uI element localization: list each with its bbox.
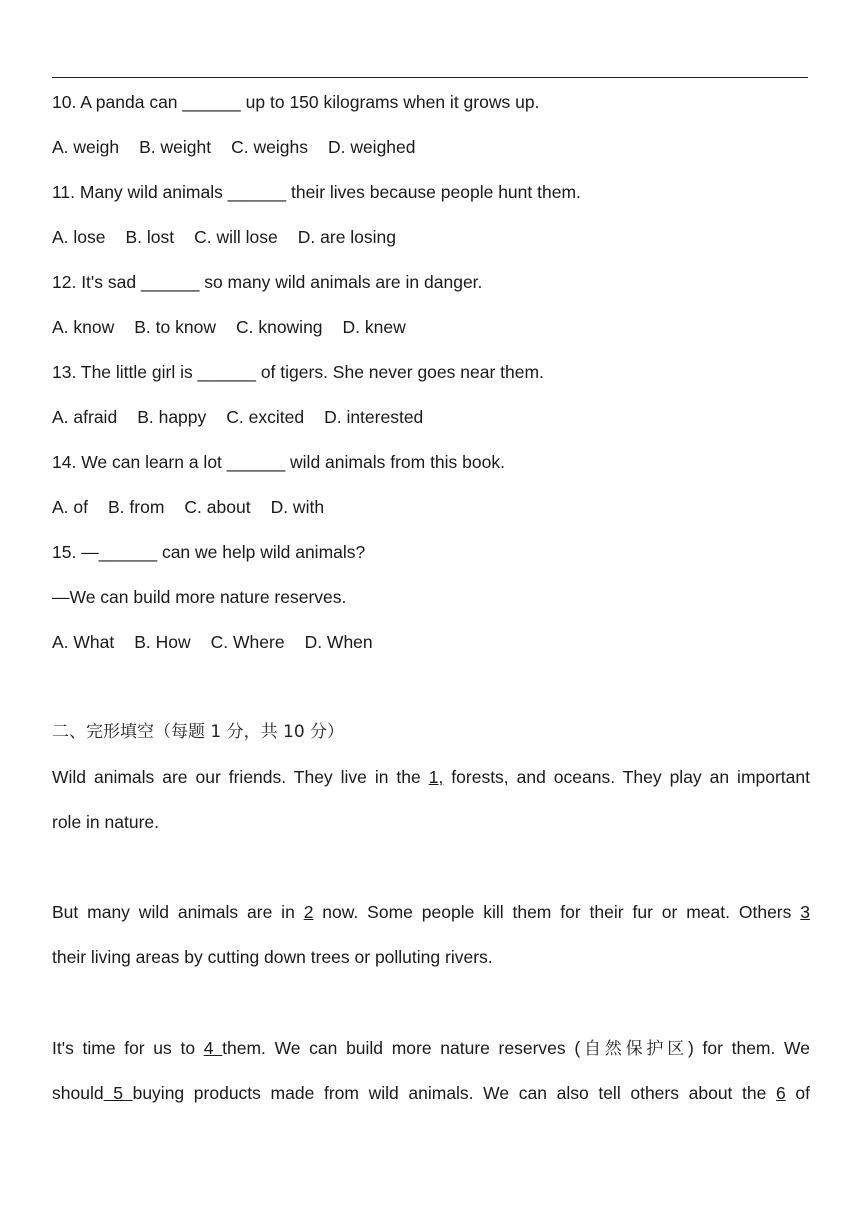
text: forests, and oceans. They play an important [443, 767, 811, 787]
option-a: A. afraid [52, 407, 118, 427]
question-12-stem: 12. It's sad ______ so many wild animals are in danger. [52, 272, 483, 292]
question-11-options [52, 226, 416, 248]
text: of [785, 1083, 810, 1103]
option-d: D. interested [324, 407, 424, 427]
question-10-stem: 10. A panda can ______ up to 150 kilograms when it grows up. [52, 92, 540, 112]
option-c: C. excited [226, 407, 305, 427]
question-12-options [52, 316, 426, 338]
blank-5: 5 [103, 1083, 133, 1103]
text: them. We can build more nature reserves ( [222, 1038, 581, 1058]
option-b: B. to know [134, 317, 216, 337]
cloze-paragraph-1-line-1 [52, 766, 810, 788]
cloze-paragraph-2-line-2: their living areas by cutting down trees or polluting rivers. [52, 947, 493, 967]
option-d: D. When [304, 632, 373, 652]
option-a: A. of [52, 497, 88, 517]
option-d: D. with [270, 497, 325, 517]
text: It's time for us to [52, 1038, 204, 1058]
option-c: C. knowing [235, 317, 323, 337]
text: now. Some people kill them for their fur or meat. Others [313, 902, 801, 922]
question-13-options [52, 406, 443, 428]
text: buying products made from wild animals. We can also tell others about the [132, 1083, 777, 1103]
option-c: C. will lose [194, 227, 278, 247]
option-c: C. Where [210, 632, 285, 652]
header-rule [52, 77, 808, 78]
chinese-gloss: 自然保护区 [580, 1039, 689, 1059]
option-d: D. knew [342, 317, 406, 337]
question-13-stem: 13. The little girl is ______ of tigers. She never goes near them. [52, 362, 544, 382]
question-15-options [52, 631, 393, 653]
option-a: A. What [52, 632, 115, 652]
question-15-reply: —We can build more nature reserves. [52, 587, 347, 607]
text: should [52, 1083, 104, 1103]
option-a: A. lose [52, 227, 106, 247]
option-b: B. happy [137, 407, 207, 427]
blank-4: 4 [203, 1038, 223, 1058]
cloze-paragraph-2-line-1 [52, 901, 810, 923]
cloze-paragraph-1-line-2: role in nature. [52, 812, 160, 832]
text: ) for them. We [688, 1038, 810, 1058]
blank-6: 6 [776, 1083, 786, 1103]
question-10-options [52, 136, 436, 158]
option-a: A. know [52, 317, 115, 337]
section-2-heading: 二、完形填空（每题 1 分，共 10 分） [52, 722, 345, 742]
blank-1: 1, [428, 767, 444, 787]
option-d: D. are losing [297, 227, 397, 247]
blank-3: 3 [800, 902, 810, 922]
option-b: B. from [108, 497, 165, 517]
option-b: B. weight [139, 137, 212, 157]
option-a: A. weigh [52, 137, 120, 157]
option-d: D. weighed [327, 137, 416, 157]
text: But many wild animals are in [52, 902, 304, 922]
question-14-options [52, 496, 344, 518]
cloze-paragraph-3-line-1 [52, 1037, 810, 1060]
option-c: C. weighs [231, 137, 308, 157]
option-b: B. lost [125, 227, 175, 247]
question-15-stem: 15. —______ can we help wild animals? [52, 542, 366, 562]
option-c: C. about [184, 497, 251, 517]
question-11-stem: 11. Many wild animals ______ their lives because people hunt them. [52, 182, 581, 202]
option-b: B. How [134, 632, 191, 652]
cloze-paragraph-3-line-2 [52, 1082, 810, 1104]
text: Wild animals are our friends. They live in the [52, 767, 429, 787]
blank-2: 2 [303, 902, 314, 922]
question-14-stem: 14. We can learn a lot ______ wild animals from this book. [52, 452, 505, 472]
